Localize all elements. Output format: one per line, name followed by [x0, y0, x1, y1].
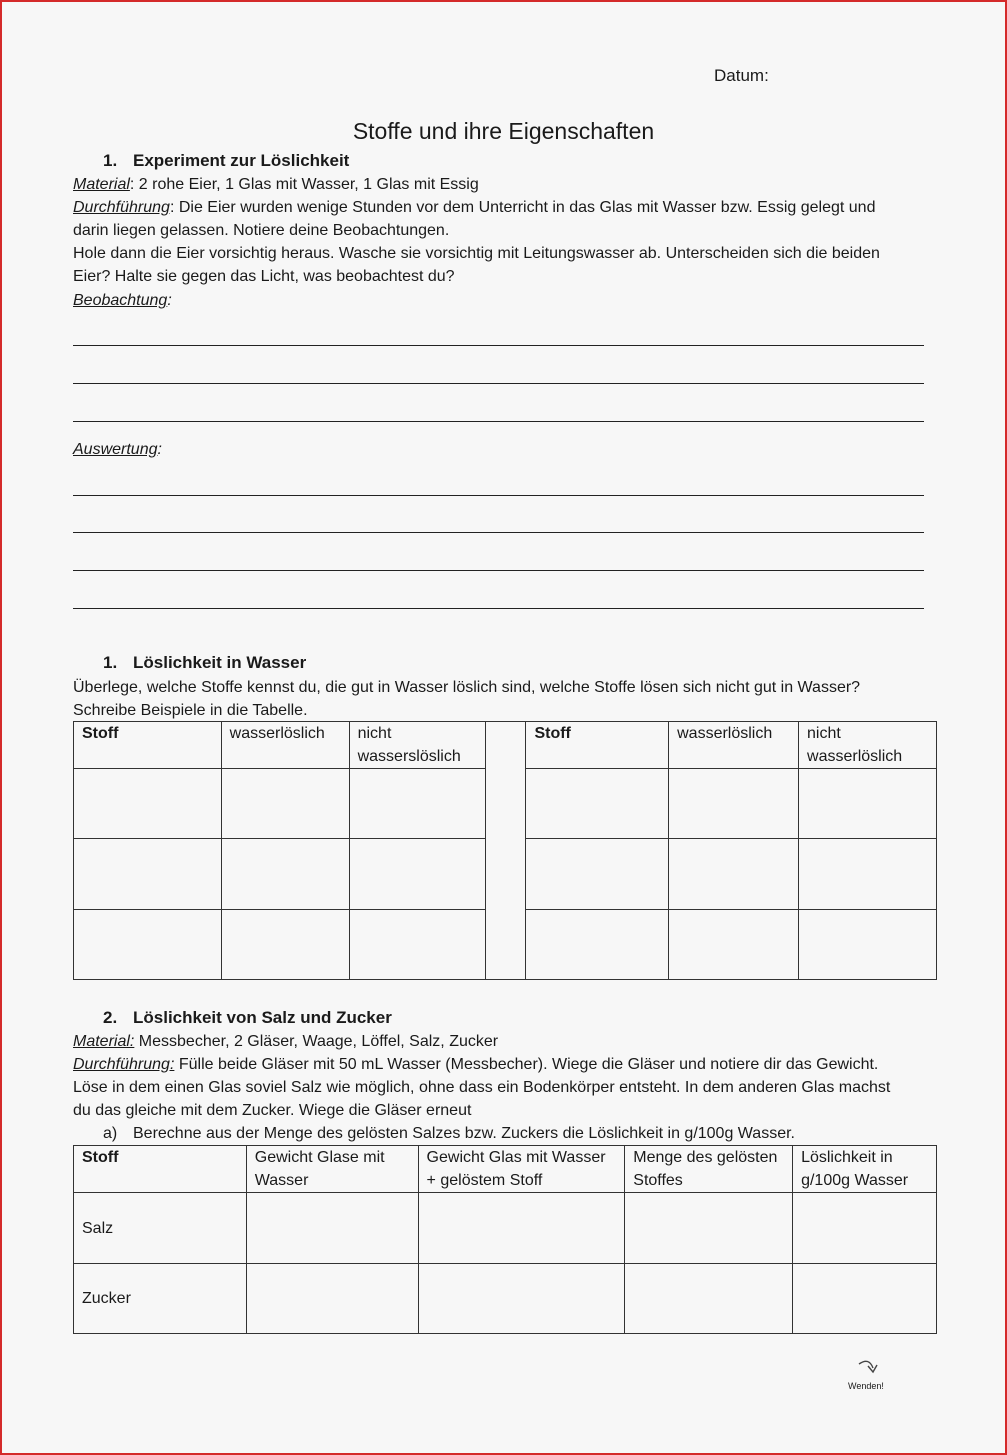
material-label: Material [73, 176, 130, 193]
table-cell[interactable] [625, 1193, 793, 1264]
answer-line[interactable] [73, 421, 924, 422]
left-header-stoff: Stoff [74, 722, 222, 769]
section3-heading-text: Löslichkeit von Salz und Zucker [133, 1008, 392, 1027]
answer-line[interactable] [73, 495, 924, 496]
table-cell[interactable] [799, 839, 937, 910]
table-cell[interactable] [793, 1264, 937, 1334]
right-header-stoff: Stoff [526, 722, 669, 769]
section3-heading [103, 1006, 392, 1029]
section3-durchfuehrung [73, 1053, 878, 1076]
table-cell[interactable] [74, 769, 222, 839]
table-cell[interactable] [799, 910, 937, 980]
auswertung-label [73, 438, 162, 461]
material-text: : 2 rohe Eier, 1 Glas mit Wasser, 1 Glas mit Essig [129, 176, 479, 193]
salt-sugar-table [73, 1145, 937, 1334]
turn-label: Wenden! [848, 1381, 884, 1391]
section1-heading [103, 149, 349, 172]
task-a-label: a) [103, 1125, 118, 1142]
table-cell[interactable] [74, 839, 222, 910]
page-title: Stoffe und ihre Eigenschaften [352, 118, 655, 144]
answer-line[interactable] [73, 570, 924, 571]
section1-number: 1. [103, 151, 118, 170]
section3-line2: Löse in dem einen Glas soviel Salz wie möglich, ohne dass ein Bodenkörper entsteht. In dem anderen Glas machst [73, 1079, 891, 1096]
task-a-text: Berechne aus der Menge des gelösten Salzes bzw. Zuckers die Löslichkeit in g/100g Wasser. [133, 1125, 795, 1142]
table-cell[interactable] [526, 769, 669, 839]
table-cell[interactable] [221, 769, 349, 839]
beobachtung-label [73, 289, 172, 312]
left-header-nicht-wasserloeslich: nicht wasserslöslich [349, 722, 485, 769]
table-cell[interactable] [526, 839, 669, 910]
table-cell[interactable] [669, 910, 799, 980]
row-label-salz: Salz [74, 1193, 247, 1264]
material-label: Material: [73, 1033, 135, 1050]
table-cell[interactable] [349, 769, 485, 839]
table-cell[interactable] [221, 910, 349, 980]
header-gewicht-glas-geloest: Gewicht Glas mit Wasser + gelöstem Stoff [418, 1146, 625, 1193]
right-header-wasserloeslich: wasserlöslich [669, 722, 799, 769]
durchfuehrung-text: Fülle beide Gläser mit 50 mL Wasser (Messbecher). Wiege die Gläser und notiere dir das Gewicht. [174, 1056, 879, 1073]
answer-line[interactable] [73, 345, 924, 346]
beobachtung-colon: : [167, 292, 172, 309]
section2-intro-line1: Überlege, welche Stoffe kennst du, die gut in Wasser löslich sind, welche Stoffe lösen sich nicht gut in Wasser? [73, 679, 861, 696]
table-cell[interactable] [526, 910, 669, 980]
solubility-table [73, 721, 937, 980]
auswertung-colon: : [157, 441, 162, 458]
table-cell[interactable] [625, 1264, 793, 1334]
left-header-wasserloeslich: wasserlöslich [221, 722, 349, 769]
durchfuehrung-line2: darin liegen gelassen. Notiere deine Beobachtungen. [73, 222, 450, 239]
task-a [103, 1122, 795, 1145]
header-stoff: Stoff [74, 1146, 247, 1193]
table-cell[interactable] [349, 910, 485, 980]
header-menge-geloest: Menge des gelösten Stoffes [625, 1146, 793, 1193]
durchfuehrung-label: Durchführung: [73, 1056, 175, 1073]
table-cell[interactable] [799, 769, 937, 839]
table-cell[interactable] [418, 1193, 625, 1264]
turn-page-arrow-icon [855, 1358, 883, 1380]
table-cell[interactable] [418, 1264, 625, 1334]
section1-material [73, 173, 479, 196]
row-label-zucker: Zucker [74, 1264, 247, 1334]
section3-number: 2. [103, 1008, 118, 1027]
hole-line1: Hole dann die Eier vorsichtig heraus. Wasche sie vorsichtig mit Leitungswasser ab. Unterscheiden sich die beiden [73, 245, 880, 262]
table-cell[interactable] [74, 910, 222, 980]
section3-material [73, 1030, 498, 1053]
section1-durchfuehrung [73, 196, 875, 219]
table-cell[interactable] [793, 1193, 937, 1264]
table-cell[interactable] [669, 839, 799, 910]
header-gewicht-glas-wasser: Gewicht Glase mit Wasser [246, 1146, 418, 1193]
answer-line[interactable] [73, 608, 924, 609]
beobachtung-label-text: Beobachtung [73, 292, 168, 309]
datum-label: Datum: [714, 66, 769, 85]
table-cell[interactable] [246, 1264, 418, 1334]
material-text: Messbecher, 2 Gläser, Waage, Löffel, Salz, Zucker [134, 1033, 499, 1050]
table-cell[interactable] [246, 1193, 418, 1264]
section2-intro-line2: Schreibe Beispiele in die Tabelle. [73, 702, 308, 719]
table-cell[interactable] [669, 769, 799, 839]
section1-heading-text: Experiment zur Löslichkeit [133, 151, 350, 170]
section2-heading [103, 651, 306, 674]
section3-line3: du das gleiche mit dem Zucker. Wiege die Gläser erneut [73, 1102, 472, 1119]
hole-line2: Eier? Halte sie gegen das Licht, was beobachtest du? [73, 268, 455, 285]
table-cell[interactable] [221, 839, 349, 910]
auswertung-label-text: Auswertung [73, 441, 158, 458]
answer-line[interactable] [73, 532, 924, 533]
table-cell[interactable] [349, 839, 485, 910]
answer-line[interactable] [73, 383, 924, 384]
section2-heading-text: Löslichkeit in Wasser [133, 653, 307, 672]
section2-number: 1. [103, 653, 118, 672]
right-header-nicht-wasserloeslich: nicht wasserlöslich [799, 722, 937, 769]
durchfuehrung-label: Durchführung [73, 199, 170, 216]
table-gap [485, 722, 526, 980]
header-loeslichkeit: Löslichkeit in g/100g Wasser [793, 1146, 937, 1193]
durchfuehrung-text: : Die Eier wurden wenige Stunden vor dem Unterricht in das Glas mit Wasser bzw. Essig gelegt und [169, 199, 876, 216]
